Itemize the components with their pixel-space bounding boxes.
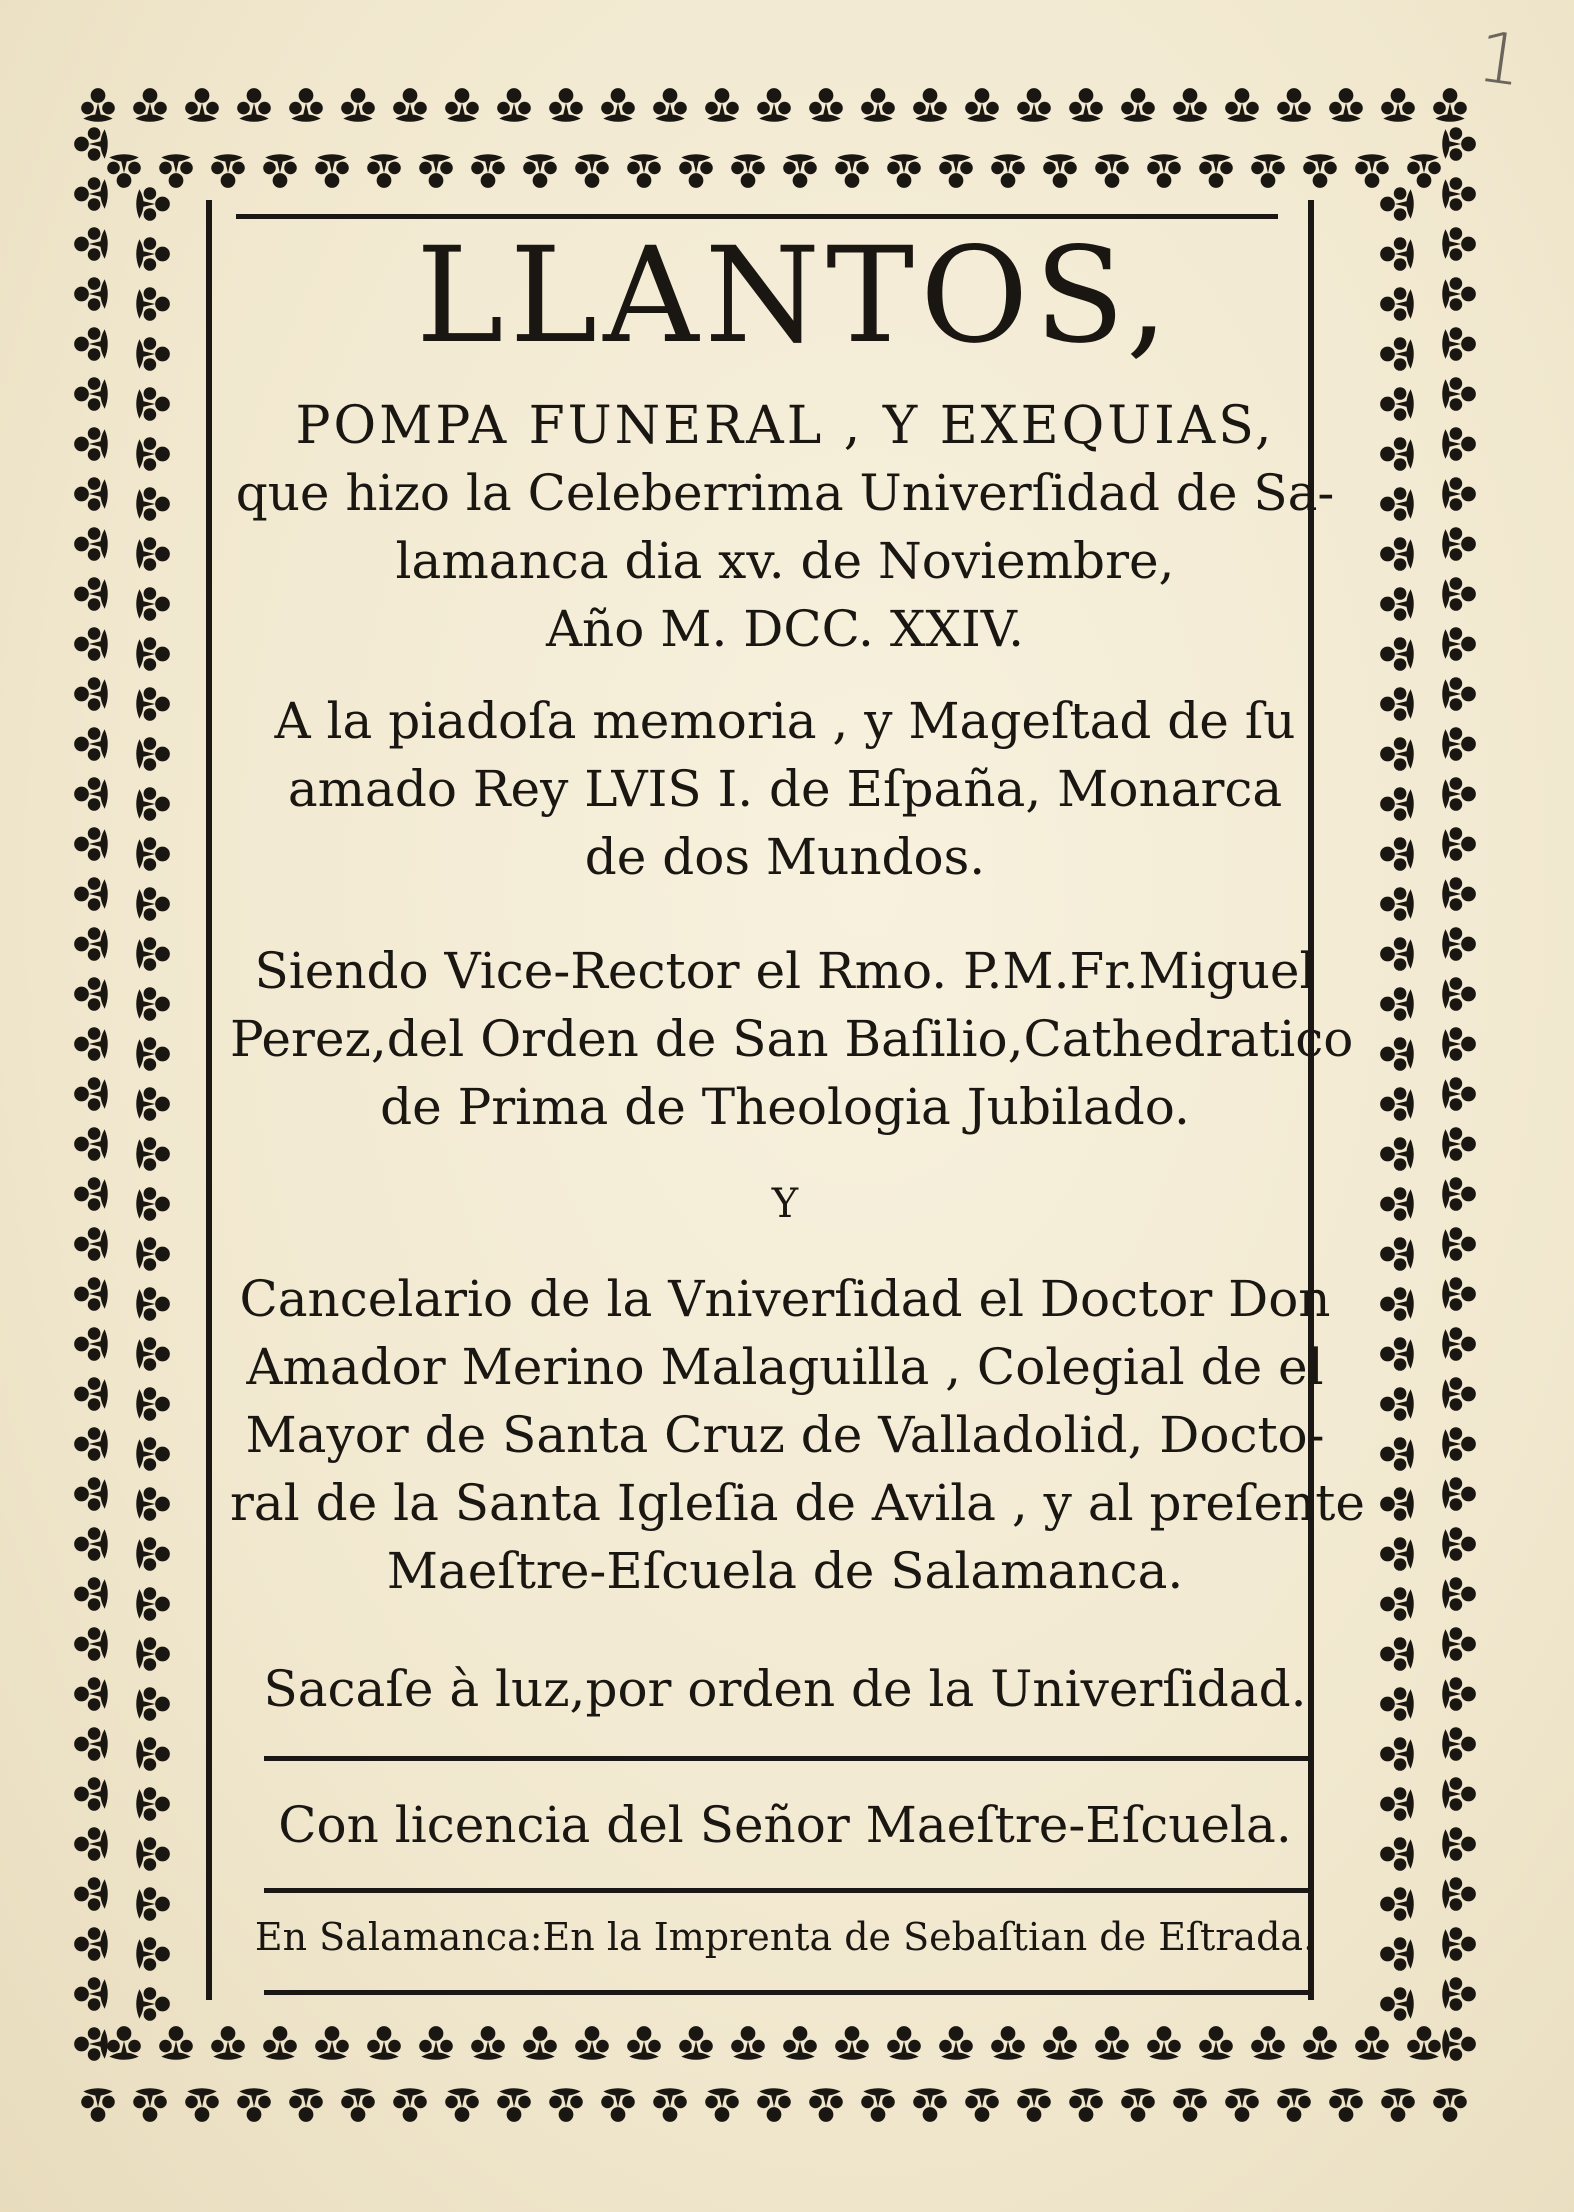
fleuron-ornament bbox=[1380, 1787, 1414, 1821]
fleuron-ornament bbox=[136, 887, 170, 921]
fleuron-ornament bbox=[74, 1827, 108, 1861]
fleuron-ornament bbox=[1380, 537, 1414, 571]
fleuron-ornament bbox=[965, 2088, 999, 2122]
fleuron-ornament bbox=[1442, 127, 1476, 161]
fleuron-ornament bbox=[991, 154, 1025, 188]
fleuron-ornament bbox=[136, 187, 170, 221]
publication-order: Sacaſe à luz,por orden de la Univerſidad. bbox=[263, 1660, 1307, 1718]
fleuron-ornament bbox=[1121, 88, 1155, 122]
fleuron-ornament bbox=[136, 1037, 170, 1071]
fleuron-ornament bbox=[136, 1687, 170, 1721]
fleuron-ornament bbox=[1380, 687, 1414, 721]
fleuron-ornament bbox=[159, 154, 193, 188]
fleuron-ornament bbox=[1355, 154, 1389, 188]
fleuron-ornament bbox=[419, 2026, 453, 2060]
fleuron-ornament bbox=[1303, 154, 1337, 188]
fleuron-ornament bbox=[1442, 1027, 1476, 1061]
fleuron-ornament bbox=[1442, 1177, 1476, 1211]
fleuron-ornament bbox=[1442, 777, 1476, 811]
fleuron-ornament bbox=[1095, 154, 1129, 188]
fleuron-ornament bbox=[1380, 1537, 1414, 1571]
fleuron-ornament bbox=[393, 88, 427, 122]
fleuron-ornament bbox=[1380, 1187, 1414, 1221]
fleuron-ornament bbox=[809, 88, 843, 122]
vice-rector-line-1: Siendo Vice-Rector el Rmo. P.M.Fr.Miguel bbox=[254, 942, 1316, 1000]
fleuron-ornament bbox=[133, 2088, 167, 2122]
fleuron-ornament bbox=[1442, 1227, 1476, 1261]
fleuron-ornament bbox=[136, 537, 170, 571]
fleuron-ornament bbox=[74, 1377, 108, 1411]
fleuron-ornament bbox=[211, 2026, 245, 2060]
fleuron-ornament bbox=[74, 1227, 108, 1261]
fleuron-ornament bbox=[289, 2088, 323, 2122]
chancellor-line-2: Amador Merino Malaguilla , Colegial de el bbox=[246, 1338, 1324, 1396]
fleuron-ornament bbox=[393, 2088, 427, 2122]
fleuron-ornament bbox=[136, 787, 170, 821]
fleuron-ornament bbox=[74, 1777, 108, 1811]
fleuron-ornament bbox=[107, 154, 141, 188]
fleuron-ornament bbox=[1442, 577, 1476, 611]
fleuron-ornament bbox=[289, 88, 323, 122]
fleuron-ornament bbox=[74, 727, 108, 761]
fleuron-ornament bbox=[74, 1327, 108, 1361]
fleuron-ornament bbox=[74, 627, 108, 661]
fleuron-ornament bbox=[783, 2026, 817, 2060]
fleuron-ornament bbox=[74, 1477, 108, 1511]
fleuron-ornament bbox=[679, 154, 713, 188]
fleuron-ornament bbox=[136, 1437, 170, 1471]
fleuron-ornament bbox=[783, 154, 817, 188]
fleuron-ornament bbox=[1442, 677, 1476, 711]
fleuron-ornament bbox=[136, 437, 170, 471]
fleuron-ornament bbox=[1069, 2088, 1103, 2122]
fleuron-ornament bbox=[1329, 88, 1363, 122]
fleuron-ornament bbox=[107, 2026, 141, 2060]
fleuron-ornament bbox=[1380, 737, 1414, 771]
fleuron-ornament bbox=[136, 1987, 170, 2021]
fleuron-ornament bbox=[835, 2026, 869, 2060]
fleuron-ornament bbox=[1380, 1887, 1414, 1921]
fleuron-ornament bbox=[1043, 2026, 1077, 2060]
fleuron-ornament bbox=[549, 88, 583, 122]
fleuron-ornament bbox=[136, 1837, 170, 1871]
fleuron-ornament bbox=[419, 154, 453, 188]
fleuron-ornament bbox=[887, 2026, 921, 2060]
fleuron-ornament bbox=[1199, 2026, 1233, 2060]
fleuron-ornament bbox=[1442, 227, 1476, 261]
fleuron-ornament bbox=[136, 1737, 170, 1771]
fleuron-ornament bbox=[1442, 1477, 1476, 1511]
fleuron-ornament bbox=[136, 387, 170, 421]
fleuron-ornament bbox=[1329, 2088, 1363, 2122]
fleuron-ornament bbox=[136, 1337, 170, 1371]
fleuron-ornament bbox=[1380, 1637, 1414, 1671]
fleuron-ornament bbox=[1442, 1777, 1476, 1811]
fleuron-ornament bbox=[1095, 2026, 1129, 2060]
fleuron-ornament bbox=[211, 154, 245, 188]
fleuron-ornament bbox=[81, 88, 115, 122]
dedication-line-3: de dos Mundos. bbox=[584, 828, 986, 886]
fleuron-ornament bbox=[74, 1527, 108, 1561]
fleuron-ornament bbox=[1355, 2026, 1389, 2060]
fleuron-ornament bbox=[1173, 88, 1207, 122]
fleuron-ornament bbox=[74, 1177, 108, 1211]
fleuron-ornament bbox=[1442, 1127, 1476, 1161]
fleuron-ornament bbox=[991, 2026, 1025, 2060]
fleuron-ornament bbox=[965, 88, 999, 122]
fleuron-ornament bbox=[136, 1637, 170, 1671]
fleuron-ornament bbox=[1442, 1077, 1476, 1111]
fleuron-ornament bbox=[136, 837, 170, 871]
fleuron-ornament bbox=[939, 154, 973, 188]
fleuron-ornament bbox=[1251, 2026, 1285, 2060]
fleuron-ornament bbox=[1380, 287, 1414, 321]
fleuron-ornament bbox=[1442, 1577, 1476, 1611]
fleuron-ornament bbox=[136, 287, 170, 321]
fleuron-ornament bbox=[575, 154, 609, 188]
fleuron-ornament bbox=[136, 1887, 170, 1921]
fleuron-ornament bbox=[81, 2088, 115, 2122]
fleuron-ornament bbox=[835, 154, 869, 188]
fleuron-ornament bbox=[74, 1977, 108, 2011]
fleuron-ornament bbox=[74, 1027, 108, 1061]
fleuron-ornament bbox=[136, 937, 170, 971]
fleuron-ornament bbox=[1380, 937, 1414, 971]
chancellor-line-5: Maeſtre-Eſcuela de Salamanca. bbox=[386, 1542, 1184, 1600]
fleuron-ornament bbox=[74, 777, 108, 811]
fleuron-ornament bbox=[74, 827, 108, 861]
fleuron-ornament bbox=[1380, 1987, 1414, 2021]
fleuron-ornament bbox=[1380, 1037, 1414, 1071]
fleuron-ornament bbox=[497, 88, 531, 122]
divider-rule-2 bbox=[264, 1888, 1310, 1893]
fleuron-ornament bbox=[315, 2026, 349, 2060]
fleuron-ornament bbox=[315, 154, 349, 188]
fleuron-ornament bbox=[1380, 1437, 1414, 1471]
fleuron-ornament bbox=[1380, 1387, 1414, 1421]
fleuron-ornament bbox=[74, 977, 108, 1011]
frame-left-rule bbox=[206, 200, 212, 2000]
fleuron-ornament bbox=[1225, 88, 1259, 122]
fleuron-ornament bbox=[1442, 1377, 1476, 1411]
fleuron-ornament bbox=[809, 2088, 843, 2122]
fleuron-ornament bbox=[1173, 2088, 1207, 2122]
fleuron-ornament bbox=[74, 927, 108, 961]
fleuron-ornament bbox=[1380, 237, 1414, 271]
fleuron-ornament bbox=[757, 88, 791, 122]
fleuron-ornament bbox=[1380, 387, 1414, 421]
pencil-page-number: 1 bbox=[1472, 15, 1529, 103]
fleuron-ornament bbox=[367, 154, 401, 188]
fleuron-ornament bbox=[136, 337, 170, 371]
fleuron-ornament bbox=[263, 154, 297, 188]
fleuron-ornament bbox=[1442, 1877, 1476, 1911]
divider-rule-1 bbox=[264, 1756, 1310, 1761]
fleuron-ornament bbox=[653, 88, 687, 122]
fleuron-ornament bbox=[1442, 727, 1476, 761]
fleuron-ornament bbox=[1442, 1527, 1476, 1561]
fleuron-ornament bbox=[523, 154, 557, 188]
fleuron-ornament bbox=[74, 327, 108, 361]
fleuron-ornament bbox=[679, 2026, 713, 2060]
fleuron-ornament bbox=[913, 2088, 947, 2122]
fleuron-ornament bbox=[74, 1727, 108, 1761]
fleuron-ornament bbox=[263, 2026, 297, 2060]
fleuron-ornament bbox=[1380, 1237, 1414, 1271]
fleuron-ornament bbox=[133, 88, 167, 122]
fleuron-ornament bbox=[1303, 2026, 1337, 2060]
fleuron-ornament bbox=[1380, 1287, 1414, 1321]
chancellor-line-1: Cancelario de la Vniverſidad el Doctor Don bbox=[239, 1270, 1331, 1328]
fleuron-ornament bbox=[1147, 154, 1181, 188]
fleuron-ornament bbox=[1380, 1137, 1414, 1171]
fleuron-ornament bbox=[1380, 887, 1414, 921]
fleuron-ornament bbox=[705, 88, 739, 122]
fleuron-ornament bbox=[74, 1127, 108, 1161]
fleuron-ornament bbox=[237, 2088, 271, 2122]
fleuron-ornament bbox=[1442, 1627, 1476, 1661]
fleuron-ornament bbox=[185, 2088, 219, 2122]
fleuron-ornament bbox=[136, 1787, 170, 1821]
fleuron-ornament bbox=[74, 677, 108, 711]
fleuron-ornament bbox=[1147, 2026, 1181, 2060]
fleuron-ornament bbox=[341, 88, 375, 122]
fleuron-ornament bbox=[341, 2088, 375, 2122]
fleuron-ornament bbox=[136, 737, 170, 771]
fleuron-ornament bbox=[1442, 877, 1476, 911]
fleuron-ornament bbox=[185, 88, 219, 122]
fleuron-ornament bbox=[1442, 527, 1476, 561]
fleuron-ornament bbox=[1380, 1087, 1414, 1121]
fleuron-ornament bbox=[74, 1877, 108, 1911]
fleuron-ornament bbox=[1380, 1687, 1414, 1721]
fleuron-ornament bbox=[1442, 627, 1476, 661]
fleuron-ornament bbox=[1380, 1337, 1414, 1371]
fleuron-ornament bbox=[575, 2026, 609, 2060]
fleuron-ornament bbox=[237, 88, 271, 122]
fleuron-ornament bbox=[136, 987, 170, 1021]
fleuron-ornament bbox=[1380, 1487, 1414, 1521]
fleuron-ornament bbox=[136, 1237, 170, 1271]
fleuron-ornament bbox=[1442, 1927, 1476, 1961]
fleuron-ornament bbox=[627, 2026, 661, 2060]
subtitle-line-1: POMPA FUNERAL , Y EXEQUIAS, bbox=[295, 396, 1275, 456]
fleuron-ornament bbox=[1380, 987, 1414, 1021]
fleuron-ornament bbox=[861, 2088, 895, 2122]
fleuron-ornament bbox=[1380, 487, 1414, 521]
fleuron-ornament bbox=[1380, 837, 1414, 871]
fleuron-ornament bbox=[731, 2026, 765, 2060]
fleuron-ornament bbox=[1442, 1827, 1476, 1861]
fleuron-ornament bbox=[74, 227, 108, 261]
main-title: LLANTOS, bbox=[415, 219, 1175, 373]
fleuron-ornament bbox=[136, 1937, 170, 1971]
fleuron-ornament bbox=[74, 177, 108, 211]
fleuron-ornament bbox=[887, 154, 921, 188]
fleuron-ornament bbox=[1380, 337, 1414, 371]
fleuron-ornament bbox=[1199, 154, 1233, 188]
fleuron-ornament bbox=[74, 1077, 108, 1111]
fleuron-ornament bbox=[1442, 377, 1476, 411]
fleuron-ornament bbox=[1442, 1677, 1476, 1711]
fleuron-ornament bbox=[1433, 88, 1467, 122]
fleuron-ornament bbox=[74, 527, 108, 561]
fleuron-ornament bbox=[74, 377, 108, 411]
fleuron-ornament bbox=[74, 1427, 108, 1461]
fleuron-ornament bbox=[1225, 2088, 1259, 2122]
fleuron-ornament bbox=[1380, 1837, 1414, 1871]
fleuron-ornament bbox=[861, 88, 895, 122]
fleuron-ornament bbox=[471, 154, 505, 188]
fleuron-ornament bbox=[136, 487, 170, 521]
fleuron-ornament bbox=[1442, 927, 1476, 961]
dedication-line-1: A la piadoſa memoria , y Mageſtad de ſu bbox=[274, 692, 1296, 750]
fleuron-ornament bbox=[1442, 427, 1476, 461]
fleuron-ornament bbox=[1380, 187, 1414, 221]
fleuron-ornament bbox=[74, 1677, 108, 1711]
fleuron-ornament bbox=[1017, 88, 1051, 122]
fleuron-ornament bbox=[471, 2026, 505, 2060]
dedication-line-2: amado Rey LVIS I. de Eſpaña, Monarca bbox=[287, 760, 1283, 818]
fleuron-ornament bbox=[74, 877, 108, 911]
fleuron-ornament bbox=[1442, 327, 1476, 361]
fleuron-ornament bbox=[159, 2026, 193, 2060]
vice-rector-line-3: de Prima de Theologia Jubilado. bbox=[380, 1078, 1190, 1136]
fleuron-ornament bbox=[1442, 977, 1476, 1011]
fleuron-ornament bbox=[1442, 477, 1476, 511]
fleuron-ornament bbox=[497, 2088, 531, 2122]
fleuron-ornament bbox=[136, 1487, 170, 1521]
fleuron-ornament bbox=[1381, 2088, 1415, 2122]
fleuron-ornament bbox=[523, 2026, 557, 2060]
fleuron-ornament bbox=[1380, 1937, 1414, 1971]
fleuron-ornament bbox=[1277, 88, 1311, 122]
fleuron-ornament bbox=[136, 1187, 170, 1221]
fleuron-ornament bbox=[1442, 2027, 1476, 2061]
fleuron-ornament bbox=[1407, 2026, 1441, 2060]
fleuron-ornament bbox=[136, 1587, 170, 1621]
frame-bottom-rule bbox=[264, 1990, 1310, 1995]
fleuron-ornament bbox=[74, 477, 108, 511]
fleuron-ornament bbox=[74, 1927, 108, 1961]
imprint-line: En Salamanca:En la Imprenta de Sebaſtian de Eſtrada. bbox=[254, 1915, 1316, 1959]
fleuron-ornament bbox=[1380, 637, 1414, 671]
subtitle-line-3: lamanca dia xv. de Noviembre, bbox=[395, 532, 1175, 590]
chancellor-line-3: Mayor de Santa Cruz de Valladolid, Docto- bbox=[245, 1406, 1325, 1464]
fleuron-ornament bbox=[1442, 277, 1476, 311]
fleuron-ornament bbox=[1017, 2088, 1051, 2122]
fleuron-ornament bbox=[1442, 1727, 1476, 1761]
fleuron-ornament bbox=[1251, 154, 1285, 188]
fleuron-ornament bbox=[1380, 1737, 1414, 1771]
vice-rector-line-2: Perez,del Orden de San Baſilio,Cathedratico bbox=[230, 1010, 1354, 1068]
fleuron-ornament bbox=[1381, 88, 1415, 122]
subtitle-line-2: que hizo la Celeberrima Univerſidad de Sa- bbox=[235, 464, 1335, 522]
fleuron-ornament bbox=[445, 2088, 479, 2122]
fleuron-ornament bbox=[136, 1387, 170, 1421]
fleuron-ornament bbox=[136, 1137, 170, 1171]
fleuron-ornament bbox=[445, 88, 479, 122]
fleuron-ornament bbox=[653, 2088, 687, 2122]
fleuron-ornament bbox=[136, 587, 170, 621]
fleuron-ornament bbox=[1069, 88, 1103, 122]
fleuron-ornament bbox=[74, 1277, 108, 1311]
fleuron-ornament bbox=[731, 154, 765, 188]
fleuron-ornament bbox=[74, 127, 108, 161]
fleuron-ornament bbox=[1380, 1587, 1414, 1621]
fleuron-ornament bbox=[705, 2088, 739, 2122]
fleuron-ornament bbox=[1380, 437, 1414, 471]
fleuron-ornament bbox=[74, 277, 108, 311]
fleuron-ornament bbox=[601, 88, 635, 122]
chancellor-line-4: ral de la Santa Igleſia de Avila , y al preſente bbox=[230, 1474, 1365, 1532]
fleuron-ornament bbox=[1442, 1427, 1476, 1461]
fleuron-ornament bbox=[136, 637, 170, 671]
fleuron-ornament bbox=[627, 154, 661, 188]
fleuron-ornament bbox=[1043, 154, 1077, 188]
conjunction: Y bbox=[771, 1181, 799, 1227]
fleuron-ornament bbox=[136, 687, 170, 721]
fleuron-ornament bbox=[136, 237, 170, 271]
fleuron-ornament bbox=[74, 427, 108, 461]
fleuron-ornament bbox=[1277, 2088, 1311, 2122]
fleuron-ornament bbox=[1442, 827, 1476, 861]
fleuron-ornament bbox=[136, 1087, 170, 1121]
license-line: Con licencia del Señor Maeſtre-Eſcuela. bbox=[278, 1796, 1292, 1854]
fleuron-ornament bbox=[549, 2088, 583, 2122]
fleuron-ornament bbox=[136, 1287, 170, 1321]
fleuron-ornament bbox=[939, 2026, 973, 2060]
fleuron-ornament bbox=[74, 1577, 108, 1611]
fleuron-ornament bbox=[601, 2088, 635, 2122]
fleuron-ornament bbox=[1380, 787, 1414, 821]
fleuron-ornament bbox=[136, 1537, 170, 1571]
fleuron-ornament bbox=[1407, 154, 1441, 188]
fleuron-ornament bbox=[1442, 1977, 1476, 2011]
subtitle-line-4: Año M. DCC. XXIV. bbox=[545, 600, 1025, 658]
fleuron-ornament bbox=[1442, 1327, 1476, 1361]
fleuron-ornament bbox=[367, 2026, 401, 2060]
fleuron-ornament bbox=[74, 2027, 108, 2061]
fleuron-ornament bbox=[74, 1627, 108, 1661]
fleuron-ornament bbox=[74, 577, 108, 611]
fleuron-ornament bbox=[1121, 2088, 1155, 2122]
fleuron-ornament bbox=[1442, 1277, 1476, 1311]
fleuron-ornament bbox=[1433, 2088, 1467, 2122]
fleuron-ornament bbox=[913, 88, 947, 122]
fleuron-ornament bbox=[1442, 177, 1476, 211]
fleuron-ornament bbox=[757, 2088, 791, 2122]
fleuron-ornament bbox=[1380, 587, 1414, 621]
